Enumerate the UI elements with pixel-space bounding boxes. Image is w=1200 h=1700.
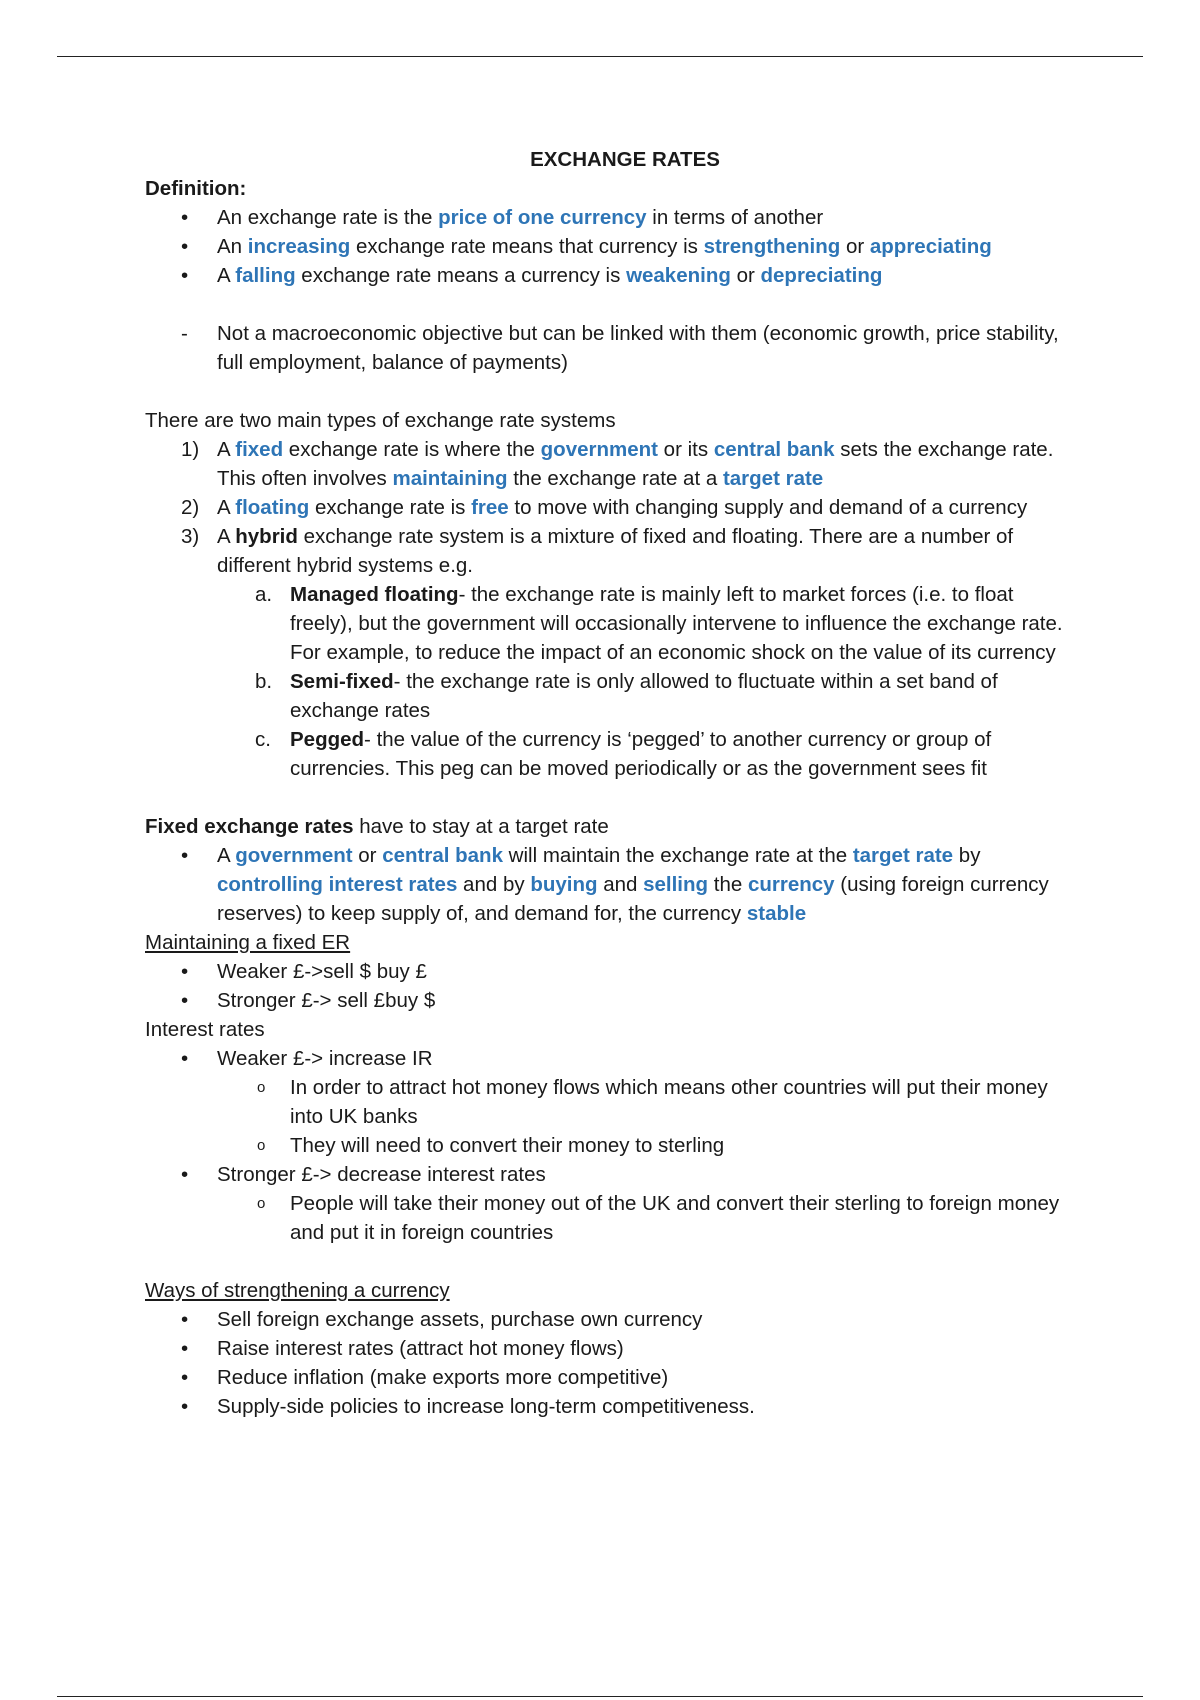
list-item: o They will need to convert their money to sterling	[145, 1131, 1065, 1160]
list-letter: a.	[255, 583, 273, 606]
bullet-marker: •	[181, 1395, 189, 1418]
types-intro: There are two main types of exchange rate systems	[145, 409, 616, 432]
list-item: • Raise interest rates (attract hot money flows)	[145, 1334, 1065, 1363]
ways-heading: Ways of strengthening a currency	[145, 1279, 450, 1302]
list-item: • Stronger £-> decrease interest rates	[145, 1160, 1065, 1189]
list-item: o People will take their money out of the UK and convert their sterling to foreign money and put it in foreign countries	[145, 1189, 1065, 1247]
list-item: 2) A floating exchange rate is free to move with changing supply and demand of a currency	[145, 493, 1065, 522]
maintaining-heading: Maintaining a fixed ER	[145, 931, 351, 954]
bullet-marker: •	[181, 1366, 189, 1389]
bullet-marker: •	[181, 1308, 189, 1331]
bullet-marker: •	[181, 1337, 189, 1360]
list-letter: c.	[255, 728, 271, 751]
list-number: 1)	[181, 438, 200, 461]
interest-rates-heading: Interest rates	[145, 1018, 265, 1041]
bullet-marker: •	[181, 960, 189, 983]
list-item: o In order to attract hot money flows which means other countries will put their money into UK banks	[145, 1073, 1065, 1131]
list-item: • Supply-side policies to increase long-term competitiveness.	[145, 1392, 1065, 1421]
top-rule	[57, 56, 1143, 57]
bullet-marker: •	[181, 1047, 189, 1070]
list-item: • Stronger £-> sell £buy $	[145, 986, 1065, 1015]
list-letter: b.	[255, 670, 273, 693]
bullet-marker: •	[181, 1163, 189, 1186]
bullet-marker: •	[181, 264, 189, 287]
document-body	[145, 145, 1065, 1421]
dash-note: - Not a macroeconomic objective but can be linked with them (economic growth, price stability, full employment, balance of payments)	[145, 319, 1065, 377]
list-item: • Weaker £-> increase IR	[145, 1044, 1065, 1073]
bullet-marker: •	[181, 206, 189, 229]
list-item: 3) A hybrid exchange rate system is a mixture of fixed and floating. There are a number of different hybrid systems e.g.	[145, 522, 1065, 580]
bullet-marker: •	[181, 989, 189, 1012]
bullet-marker: •	[181, 844, 189, 867]
list-item: • An increasing exchange rate means that currency is strengthening or appreciating	[145, 232, 1065, 261]
list-item: • A falling exchange rate means a currency is weakening or depreciating	[145, 261, 1065, 290]
list-item: c. Pegged- the value of the currency is ‘pegged’ to another currency or group of currencies. This peg can be moved periodically or as the government sees fit	[145, 725, 1065, 783]
list-item: • Sell foreign exchange assets, purchase own currency	[145, 1305, 1065, 1334]
list-item: • Weaker £->sell $ buy £	[145, 957, 1065, 986]
circle-marker: o	[257, 1079, 266, 1096]
list-number: 2)	[181, 496, 200, 519]
page-title: EXCHANGE RATES	[530, 148, 720, 171]
list-item: • A government or central bank will maintain the exchange rate at the target rate by controlling interest rates and by buying and selling the currency (using foreign currency reserves) to keep supply of, and demand for, the currency stable	[145, 841, 1065, 928]
list-item: • An exchange rate is the price of one currency in terms of another	[145, 203, 1065, 232]
dash-marker: -	[181, 322, 188, 345]
list-number: 3)	[181, 525, 200, 548]
definition-heading: Definition:	[145, 177, 247, 200]
fixed-heading: Fixed exchange rates have to stay at a target rate	[145, 815, 609, 838]
list-item: b. Semi-fixed- the exchange rate is only allowed to fluctuate within a set band of exchange rates	[145, 667, 1065, 725]
bullet-marker: •	[181, 235, 189, 258]
list-item: 1) A fixed exchange rate is where the government or its central bank sets the exchange rate. This often involves maintaining the exchange rate at a target rate	[145, 435, 1065, 493]
bottom-rule	[57, 1696, 1143, 1697]
list-item: • Reduce inflation (make exports more competitive)	[145, 1363, 1065, 1392]
circle-marker: o	[257, 1195, 266, 1212]
list-item: a. Managed floating- the exchange rate is mainly left to market forces (i.e. to float freely), but the government will occasionally intervene to influence the exchange rate. For example, to reduce the impact of an economic shock on the value of its currency	[145, 580, 1065, 667]
circle-marker: o	[257, 1137, 266, 1154]
